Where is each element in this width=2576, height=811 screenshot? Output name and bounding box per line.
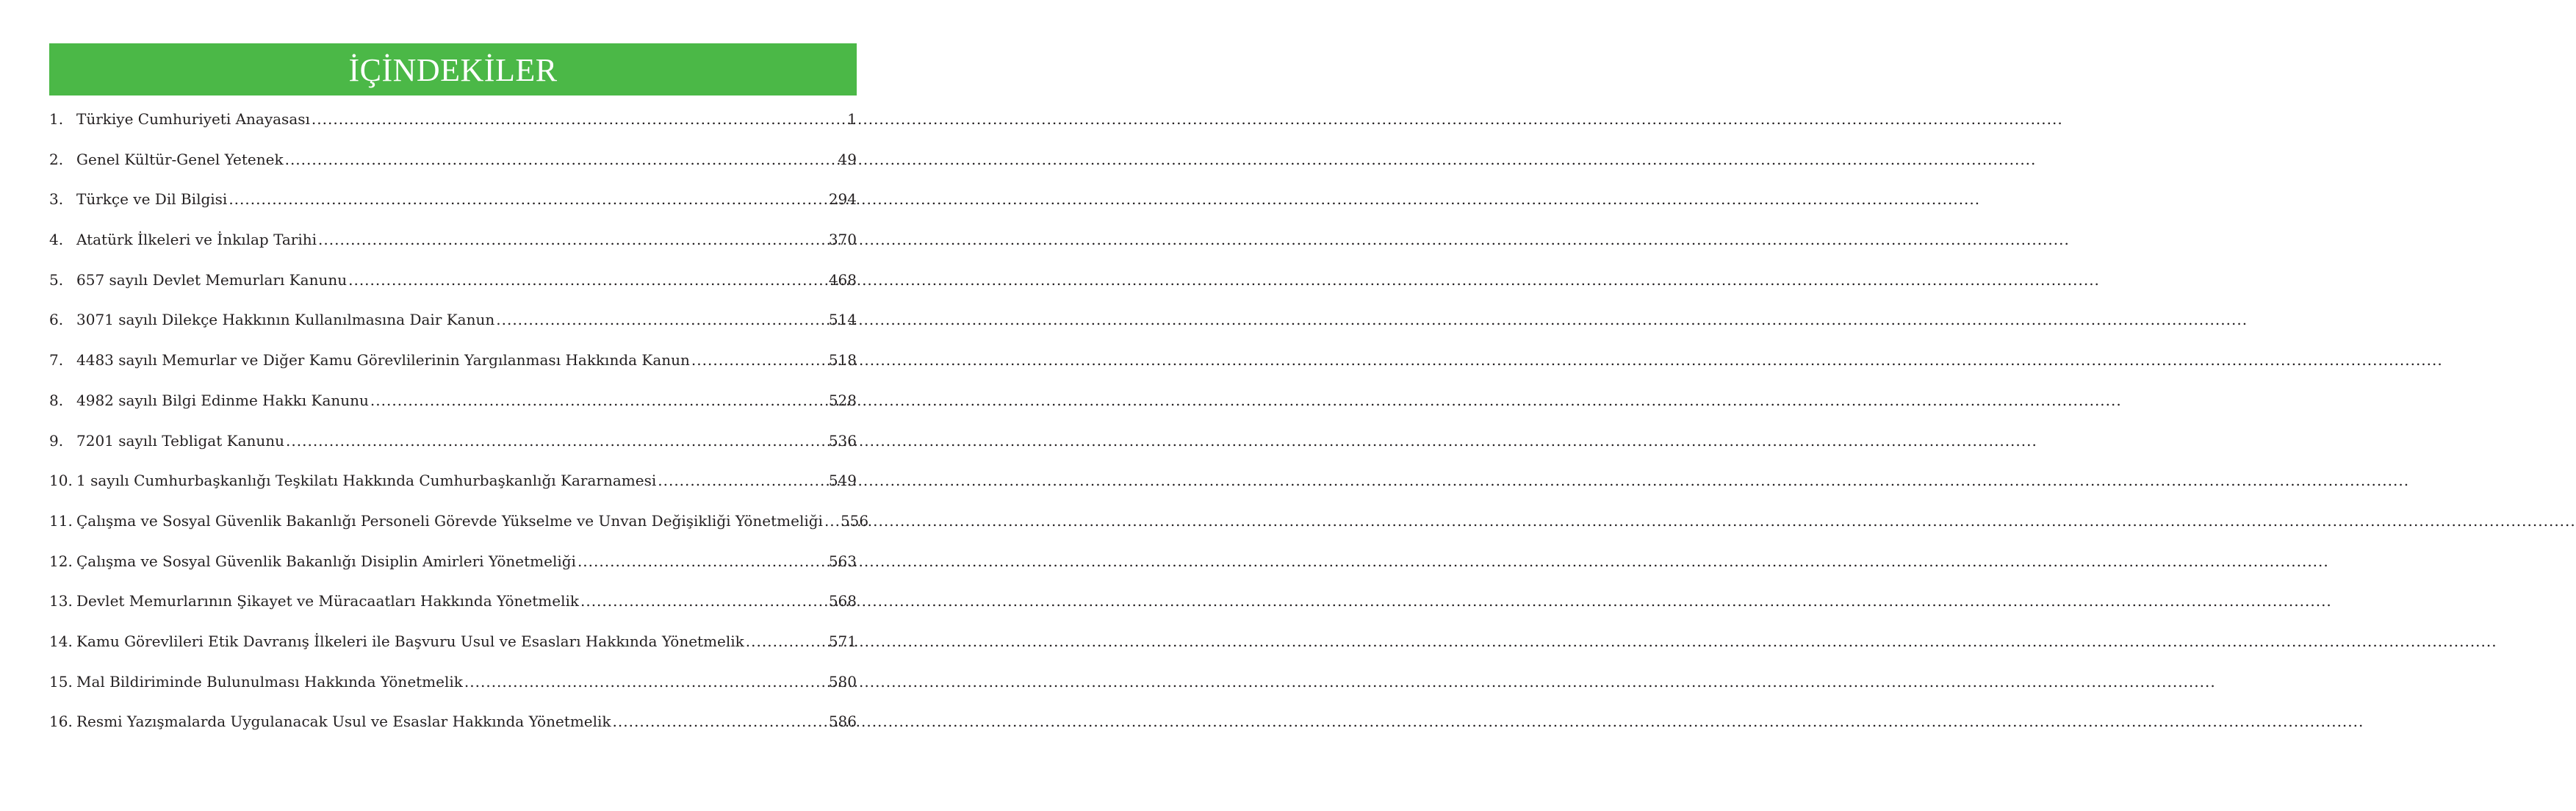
toc-entry-page-number: 518 — [828, 351, 857, 370]
toc-entry[interactable] — [49, 271, 857, 311]
toc-entry[interactable] — [49, 552, 857, 593]
toc-dot-leader — [613, 713, 827, 730]
toc-entry[interactable] — [49, 190, 857, 231]
toc-entry-title: Türkiye Cumhuriyeti Anayasası — [76, 110, 310, 128]
toc-entry-number: 5. — [49, 270, 64, 289]
toc-entry-number: 11. — [49, 511, 73, 530]
toc-entry[interactable] — [49, 231, 857, 271]
toc-entry-page-number: 1 — [847, 110, 857, 128]
toc-entry[interactable] — [49, 632, 857, 673]
toc-entry-title: 657 sayılı Devlet Memurları Kanunu — [76, 270, 348, 289]
toc-entry-page-number: 294 — [828, 190, 857, 209]
toc-dot-leader — [286, 432, 827, 450]
toc-entry-number: 7. — [49, 351, 64, 370]
toc-entry-number: 2. — [49, 150, 64, 168]
toc-entry-title: Genel Kültür-Genel Yetenek — [76, 150, 284, 168]
toc-entry-title: Resmi Yazışmalarda Uygulanacak Usul ve Esaslar Hakkında Yönetmelik — [76, 713, 611, 731]
toc-entry-page-number: 580 — [828, 672, 857, 691]
toc-entry[interactable] — [49, 110, 857, 151]
toc-entry-number: 9. — [49, 431, 64, 450]
toc-entry[interactable] — [49, 713, 857, 753]
toc-entry[interactable] — [49, 311, 857, 351]
toc-entry-number: 3. — [49, 190, 64, 209]
toc-entry-page-number: 556 — [840, 511, 869, 530]
toc-entry-title: 4483 sayılı Memurlar ve Diğer Kamu Görevlilerinin Yargılanması Hakkında Kanun — [76, 351, 690, 370]
toc-dot-leader — [824, 512, 839, 530]
toc-entry-title: Çalışma ve Sosyal Güvenlik Bakanlığı Personeli Görevde Yükselme ve Unvan Değişikliği Yönetmeliği — [76, 511, 823, 530]
toc-dot-leader — [496, 311, 827, 328]
toc-dot-leader — [580, 592, 827, 610]
toc-entry-number: 10. — [49, 472, 73, 490]
toc-entry-number: 13. — [49, 592, 73, 610]
toc-dot-leader — [691, 351, 827, 369]
title-banner — [49, 43, 857, 95]
toc-entry[interactable] — [49, 673, 857, 713]
toc-dot-leader — [348, 271, 827, 289]
toc-entry[interactable] — [49, 392, 857, 432]
toc-entry-number: 8. — [49, 391, 64, 409]
toc-entry-number: 4. — [49, 231, 64, 249]
toc-entry-title: 1 sayılı Cumhurbaşkanlığı Teşkilatı Hakkında Cumhurbaşkanlığı Kararnamesi — [76, 472, 657, 490]
toc-entry-title: 7201 sayılı Tebligat Kanunu — [76, 431, 285, 450]
toc-entry-page-number: 563 — [828, 552, 857, 570]
toc-entry-page-number: 514 — [828, 311, 857, 329]
toc-dot-leader — [312, 110, 846, 128]
toc-entry-number: 14. — [49, 632, 73, 650]
table-of-contents — [49, 110, 869, 753]
toc-entry-title: Kamu Görevlileri Etik Davranış İlkeleri ile Başvuru Usul ve Esasları Hakkında Yönetmelik — [76, 632, 744, 650]
toc-dot-leader — [318, 231, 827, 248]
toc-dot-leader — [370, 392, 827, 409]
toc-entry-title: 4982 sayılı Bilgi Edinme Hakkı Kanunu — [76, 391, 369, 409]
toc-entry-number: 15. — [49, 672, 73, 691]
toc-entry-number: 6. — [49, 311, 64, 329]
page-title: İÇİNDEKİLER — [348, 51, 558, 88]
toc-entry-page-number: 571 — [828, 632, 857, 650]
toc-entry-page-number: 370 — [828, 231, 857, 249]
toc-entry-title: Mal Bildiriminde Bulunulması Hakkında Yönetmelik — [76, 672, 463, 691]
toc-entry-page-number: 528 — [828, 391, 857, 409]
toc-dot-leader — [658, 472, 827, 489]
toc-entry[interactable] — [49, 432, 857, 472]
toc-entry-title: Çalışma ve Sosyal Güvenlik Bakanlığı Disiplin Amirleri Yönetmeliği — [76, 552, 576, 570]
toc-entry-page-number: 49 — [838, 150, 857, 168]
toc-entry-page-number: 468 — [828, 270, 857, 289]
toc-entry-number: 12. — [49, 552, 73, 570]
toc-entry[interactable] — [49, 351, 857, 392]
toc-entry-title: Devlet Memurlarının Şikayet ve Müracaatları Hakkında Yönetmelik — [76, 592, 579, 610]
document-page — [49, 43, 869, 753]
toc-dot-leader — [285, 151, 837, 168]
toc-entry-page-number: 549 — [828, 472, 857, 490]
toc-entry-title: Türkçe ve Dil Bilgisi — [76, 190, 228, 209]
toc-entry-page-number: 586 — [828, 713, 857, 731]
toc-entry[interactable] — [49, 472, 857, 512]
toc-entry-number: 1. — [49, 110, 64, 128]
toc-dot-leader — [746, 632, 827, 650]
toc-entry-page-number: 536 — [828, 431, 857, 450]
toc-entry[interactable] — [49, 592, 857, 632]
toc-dot-leader — [464, 673, 827, 691]
toc-entry[interactable] — [49, 511, 869, 552]
toc-dot-leader — [578, 552, 827, 570]
toc-entry-number: 16. — [49, 713, 73, 731]
toc-entry-title: Atatürk İlkeleri ve İnkılap Tarihi — [76, 231, 317, 249]
toc-entry[interactable] — [49, 151, 857, 191]
toc-dot-leader — [229, 190, 827, 208]
toc-entry-page-number: 568 — [828, 592, 857, 610]
toc-entry-title: 3071 sayılı Dilekçe Hakkının Kullanılmasına Dair Kanun — [76, 311, 495, 329]
